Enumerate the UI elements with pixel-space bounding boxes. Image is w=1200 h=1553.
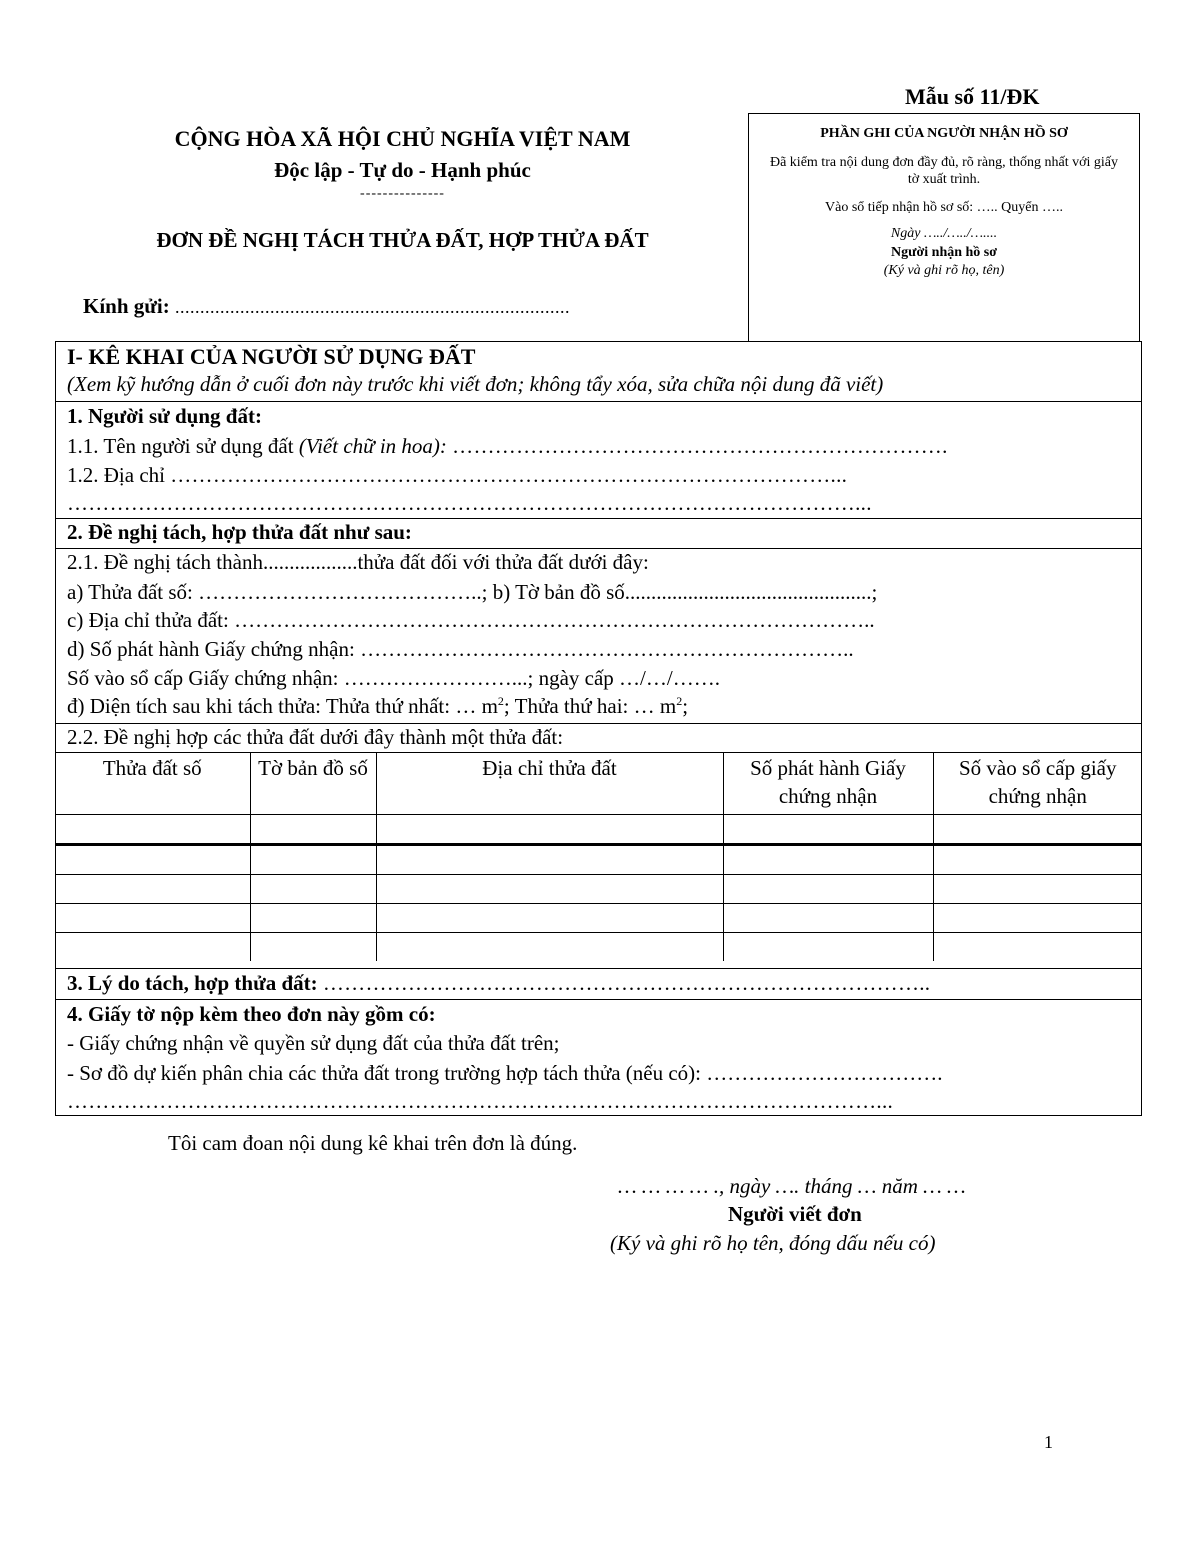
section1-instruction: (Xem kỹ hướng dẫn ở cuối đơn này trước khi viết đơn; không tẩy xóa, sửa chữa nội dung đã viết) <box>67 372 884 396</box>
table-cell[interactable] <box>250 845 376 875</box>
record-line[interactable]: Số vào sổ cấp Giấy chứng nhận: ……………………...; ngày cấp …/…/……. <box>67 666 720 690</box>
split-line[interactable]: 2.1. Đề nghị tách thành..................thửa đất đối với thửa đất dưới đây: <box>67 550 649 574</box>
address-line <box>67 463 847 488</box>
receiver-box-title: PHẦN GHI CỦA NGƯỜI NHẬN HỒ SƠ <box>820 126 1068 141</box>
table-cell[interactable] <box>376 875 723 904</box>
receiver-sign-note: (Ký và ghi rõ họ, tên) <box>883 263 1005 278</box>
form-code: Mẫu số 11/ĐK <box>905 84 1040 109</box>
name-line <box>67 434 948 459</box>
table-row <box>55 815 1142 845</box>
table-cell[interactable] <box>933 904 1142 933</box>
col-certificate-number: Số phát hành Giấy chứng nhận <box>723 752 933 815</box>
addressee-line <box>83 294 570 319</box>
name-field[interactable]: ……………………………………………………………. <box>452 434 948 458</box>
table-cell[interactable] <box>376 815 723 845</box>
divider <box>55 548 1142 549</box>
table-cell[interactable] <box>933 845 1142 875</box>
table-cell[interactable] <box>933 933 1142 962</box>
commitment-statement: Tôi cam đoan nội dung kê khai trên đơn là đúng. <box>168 1131 578 1155</box>
table-cell[interactable] <box>723 875 933 904</box>
area-line[interactable] <box>67 694 688 719</box>
table-cell[interactable] <box>933 815 1142 845</box>
table-row <box>55 875 1142 904</box>
attachment-dots-line[interactable]: ……………………………………………………………………………………………………... <box>67 1089 894 1113</box>
address-label: 1.2. Địa chỉ <box>67 463 165 487</box>
table-cell[interactable] <box>55 845 250 875</box>
table-cell[interactable] <box>250 904 376 933</box>
parcel-line[interactable]: a) Thửa đất số: …………………………………..; b) Tờ bản đồ số...............................................; <box>67 580 878 604</box>
col-map-sheet: Tờ bản đồ số <box>250 752 376 815</box>
table-cell[interactable] <box>723 933 933 962</box>
national-motto: Độc lập - Tự do - Hạnh phúc <box>274 158 531 182</box>
table-cell[interactable] <box>250 815 376 845</box>
addressee-field[interactable]: ............................................................................... <box>174 297 570 317</box>
part1-heading: 1. Người sử dụng đất: <box>67 404 262 428</box>
table-cell[interactable] <box>933 875 1142 904</box>
merge-line: 2.2. Đề nghị hợp các thửa đất dưới đây thành một thửa đất: <box>67 725 564 749</box>
writer-sign-note: (Ký và ghi rõ họ tên, đóng dấu nếu có) <box>610 1231 936 1255</box>
name-label: 1.1. Tên người sử dụng đất <box>67 434 294 458</box>
reason-field[interactable]: ………………………………………………………………………….. <box>322 971 931 995</box>
address-field[interactable]: …………………………………………………………………………………... <box>170 463 848 487</box>
section1-title: I- KÊ KHAI CỦA NGƯỜI SỬ DỤNG ĐẤT <box>67 344 476 369</box>
parcel-table <box>55 752 1142 961</box>
table-cell[interactable] <box>723 904 933 933</box>
divider <box>55 723 1142 724</box>
table-cell[interactable] <box>723 845 933 875</box>
part3-heading: 3. Lý do tách, hợp thửa đất: <box>67 971 318 995</box>
divider <box>55 401 1142 402</box>
receiver-date: Ngày …../…../….... <box>890 226 998 241</box>
table-cell[interactable] <box>250 875 376 904</box>
table-cell[interactable] <box>55 904 250 933</box>
receiver-box-note: Đã kiểm tra nội dung đơn đầy đủ, rõ ràng, thống nhất với giấy tờ xuất trình. <box>769 155 1119 187</box>
table-row <box>55 933 1142 962</box>
area-second-label: ; Thửa thứ hai: … m <box>503 694 677 718</box>
part2-heading: 2. Đề nghị tách, hợp thửa đất như sau: <box>67 520 412 544</box>
country-name: CỘNG HÒA XÃ HỘI CHỦ NGHĨA VIỆT NAM <box>174 126 631 151</box>
table-cell[interactable] <box>55 815 250 845</box>
receiver-box <box>748 113 1140 341</box>
divider <box>55 518 1142 519</box>
table-header-row <box>55 752 1142 815</box>
table-cell[interactable] <box>250 933 376 962</box>
table-row <box>55 845 1142 875</box>
area-first-label: đ) Diện tích sau khi tách thửa: Thửa thứ nhất: … m <box>67 694 498 718</box>
attachment-item-certificate: - Giấy chứng nhận về quyền sử dụng đất của thửa đất trên; <box>67 1031 560 1055</box>
receiver-signer: Người nhận hồ sơ <box>891 245 997 260</box>
part4-heading: 4. Giấy tờ nộp kèm theo đơn này gồm có: <box>67 1002 436 1026</box>
table-row <box>55 904 1142 933</box>
table-cell[interactable] <box>723 815 933 845</box>
writer-title: Người viết đơn <box>728 1202 862 1226</box>
attachment-item-plan[interactable]: - Sơ đồ dự kiến phân chia các thửa đất trong trường hợp tách thửa (nếu có): ……………………………. <box>67 1061 943 1085</box>
table-cell[interactable] <box>55 933 250 962</box>
page-number: 1 <box>1044 1432 1053 1452</box>
address-field-line2[interactable]: …………………………………………………………………………………………………... <box>67 491 872 515</box>
addressee-label: Kính gửi: <box>83 294 170 318</box>
col-certificate-record: Số vào sổ cấp giấy chứng nhận <box>933 752 1142 815</box>
table-cell[interactable] <box>376 904 723 933</box>
form-title: ĐƠN ĐỀ NGHỊ TÁCH THỬA ĐẤT, HỢP THỬA ĐẤT <box>156 228 649 252</box>
motto-underline: --------------- <box>360 186 445 201</box>
name-hint: (Viết chữ in hoa): <box>298 434 447 458</box>
certificate-line[interactable]: d) Số phát hành Giấy chứng nhận: …………………………………………………………….. <box>67 637 854 661</box>
table-cell[interactable] <box>55 875 250 904</box>
col-parcel-number: Thửa đất số <box>55 752 250 815</box>
col-parcel-address: Địa chỉ thửa đất <box>376 752 723 815</box>
parcel-address-line[interactable]: c) Địa chỉ thửa đất: ……………………………………………………………………………….. <box>67 608 875 632</box>
divider <box>55 968 1142 969</box>
area-unit-sup: 2 <box>676 694 683 708</box>
reason-line <box>67 971 930 996</box>
area-unit-sup: 2 <box>497 694 504 708</box>
area-end: ; <box>682 694 689 718</box>
divider <box>55 999 1142 1000</box>
receiver-book-entry: Vào sổ tiếp nhận hồ sơ số: ….. Quyển ….. <box>825 200 1063 215</box>
table-cell[interactable] <box>376 845 723 875</box>
place-date-line[interactable]: … … … … ., ngày …. tháng … năm … … <box>618 1174 966 1198</box>
table-cell[interactable] <box>376 933 723 962</box>
